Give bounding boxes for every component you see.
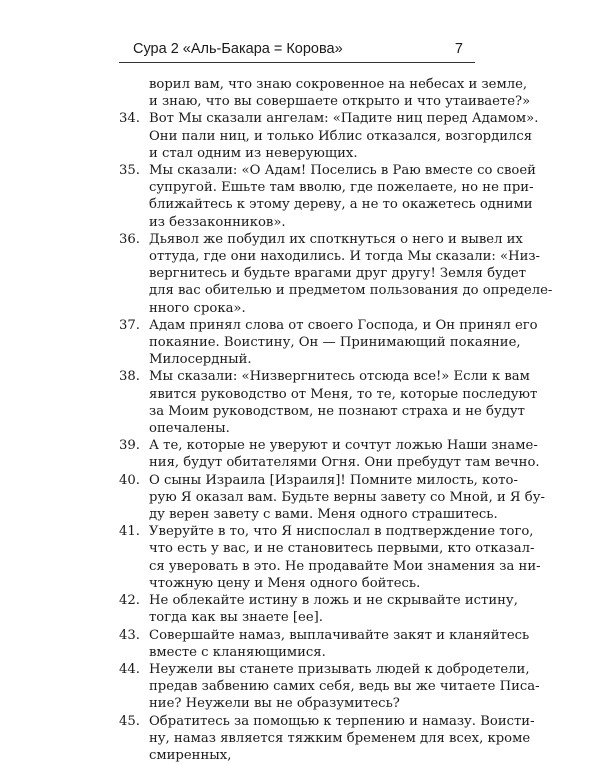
verse-line: ближайтесь к этому дереву, а не то окажетесь одними <box>149 197 533 213</box>
verse <box>119 231 553 317</box>
surah-title: Сура 2 «Аль-Бакара = Корова» <box>133 41 343 57</box>
verse <box>119 368 538 437</box>
verse-number: 43. <box>119 627 140 643</box>
verse-line: ние? Неужели вы не образумитесь? <box>149 696 400 712</box>
verse <box>119 162 536 231</box>
verse-line: покаяние. Воистину, Он — Принимающий покаяние, <box>149 335 521 351</box>
verse-line: и знаю, что вы совершаете открыто и что утаиваете?» <box>149 94 531 110</box>
verse-line: явится руководство от Меня, то те, которые последуют <box>149 386 538 402</box>
running-header <box>119 40 475 63</box>
verse-line: нного срока». <box>149 300 246 316</box>
verse-line: вместе с кланяющимися. <box>149 644 326 660</box>
verse-line: что есть у вас, и не становитесь первыми, кто отказал- <box>149 541 535 557</box>
verse-line: ворил вам, что знаю сокровенное на небесах и земле, <box>149 77 528 92</box>
verse-line: оттуда, где они находились. И тогда Мы сказали: «Низ- <box>149 249 541 265</box>
verse-number: 38. <box>119 369 140 385</box>
verse-line: ну, намаз является тяжким бременем для всех, кроме <box>149 730 531 746</box>
verse-line: чтожную цену и Меня одного бойтесь. <box>149 575 421 591</box>
verse-line: вергнитесь и будьте врагами друг другу! Земля будет <box>149 266 527 282</box>
verse-line: тогда как вы знаете [ее]. <box>149 610 324 626</box>
verse <box>119 472 545 524</box>
verse-line: Адам принял слова от своего Господа, и Он принял его <box>149 317 538 333</box>
verse-line: Неужели вы станете призывать людей к добродетели, <box>149 661 530 677</box>
verse-line: Вот Мы сказали ангелам: «Падите ниц перед Адамом». <box>149 111 539 127</box>
verse-number: 36. <box>119 231 140 247</box>
verse-line: за Моим руководством, не познают страха и не будут <box>149 403 525 419</box>
verse <box>119 76 531 110</box>
verse-line: Милосердный. <box>149 352 252 368</box>
verse-number: 34. <box>119 111 140 127</box>
verse-line: опечалены. <box>149 421 230 437</box>
verse <box>119 110 539 162</box>
verse <box>119 523 541 592</box>
verse-number: 40. <box>119 472 140 488</box>
verse-number: 42. <box>119 593 140 609</box>
verse-number: 35. <box>119 163 140 179</box>
verse-line: О сыны Израила [Израиля]! Помните милость, кото- <box>149 472 518 488</box>
verse-line: А те, которые не уверуют и сочтут ложью Наши знаме- <box>149 438 538 454</box>
verse-number: 45. <box>119 713 140 729</box>
verse-number: 39. <box>119 438 140 454</box>
verse-line: Не облекайте истину в ложь и не скрывайте истину, <box>149 593 518 609</box>
verse-text-block <box>119 76 553 764</box>
verse-line: ду верен завету с вами. Меня одного страшитесь. <box>149 507 498 523</box>
verse-line: Обратитесь за помощью к терпению и намазу. Воисти- <box>149 713 535 729</box>
verse <box>119 437 540 471</box>
verse-number: 37. <box>119 317 140 333</box>
verse-line: Мы сказали: «Низвергнитесь отсюда все!» Если к вам <box>149 369 530 385</box>
verse-line: ся уверовать в это. Не продавайте Мои знамения за ни- <box>149 558 541 574</box>
verse-line: Мы сказали: «О Адам! Поселись в Раю вместе со своей <box>149 163 536 179</box>
verse-number: 41. <box>119 524 140 540</box>
verse-line: смиренных, <box>149 747 232 763</box>
verse-line: Они пали ниц, и только Иблис отказался, возгордился <box>149 128 533 144</box>
verse-line: рую Я оказал вам. Будьте верны завету со Мной, и Я бу- <box>149 489 545 505</box>
verse <box>119 661 540 713</box>
verse-line: из беззаконников». <box>149 214 286 230</box>
verse <box>119 627 530 661</box>
verse-line: Совершайте намаз, выплачивайте закят и кланяйтесь <box>149 627 530 643</box>
verse <box>119 592 518 626</box>
verse-line: супругой. Ешьте там вволю, где пожелаете, но не при- <box>149 180 534 196</box>
verse-line: для вас обителью и предметом пользования до определе- <box>149 283 553 299</box>
verse-line: Уверуйте в то, что Я ниспослал в подтверждение того, <box>149 524 534 540</box>
verse-line: и стал одним из неверующих. <box>149 145 358 161</box>
page-number: 7 <box>454 41 463 57</box>
verse <box>119 713 535 764</box>
verse-line: предав забвению самих себя, ведь вы же читаете Писа- <box>149 679 540 695</box>
verse-number: 44. <box>119 661 140 677</box>
verse-line: ния, будут обитателями Огня. Они пребудут там вечно. <box>149 455 540 471</box>
verse-line: Дьявол же побудил их споткнуться о него и вывел их <box>149 231 523 247</box>
verse <box>119 317 538 369</box>
